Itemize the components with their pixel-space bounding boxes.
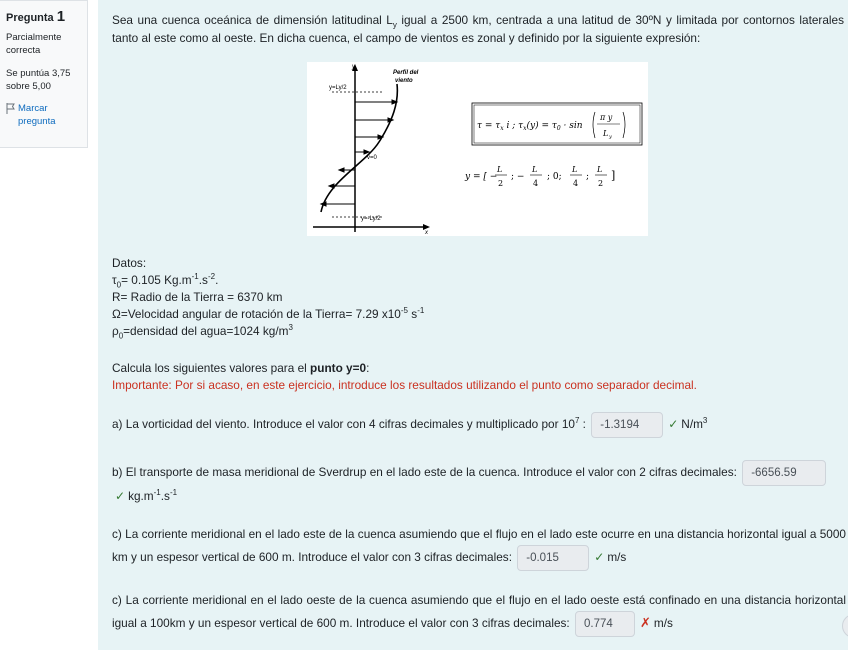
question-d: c) La corriente meridional en el lado oeste de la cuenca asumiendo que el flujo en el lado oeste está confinado en una distancia horizontal igual a 100km y un espesor vertical de 600 m. Introduce el valor con 3 cifras decimales: 0.774 ✗ m/s [112, 590, 846, 637]
question-info [0, 0, 88, 148]
correct-icon: ✓ [115, 489, 126, 503]
question-state: Parcialmente correcta [6, 32, 62, 56]
mid-label: v=0 [367, 155, 377, 161]
svg-text:L: L [597, 165, 603, 174]
svg-text:L: L [497, 165, 503, 174]
correct-icon: ✓ [594, 550, 605, 565]
data-radius: R= Radio de la Tierra = 6370 km [112, 290, 283, 304]
wind-profile-diagram [307, 62, 648, 236]
wind-profile-figure [307, 62, 648, 236]
axis-y-label: y [352, 64, 355, 70]
svg-text:y = [ −: y = [ − [465, 172, 498, 182]
question-grade: Se puntúa 3,75 sobre 5,00 [6, 68, 71, 92]
svg-text:4: 4 [573, 179, 579, 188]
top-label: y=Ly/2 [329, 85, 347, 91]
svg-text:2: 2 [498, 179, 504, 188]
data-section [112, 255, 424, 340]
question-intro: Sea una cuenca oceánica de dimensión latitudinal $L_y$ igual a 2500 km, centrada a una latitud de 30ºN y limitada por contornos laterales tanto al este como al oeste. En dicha cuenca, el campo de vientos es zonal y definido por la siguiente expresión: [112, 13, 844, 45]
flag-question-link[interactable]: Marcar pregunta [6, 102, 81, 128]
data-omega: Ω=Velocidad angular de rotación de la Tierra= 7.29 $x10^{-5}$ $s^{-1}$ [112, 306, 425, 321]
correct-icon: ✓ [668, 417, 679, 432]
answer-a-input[interactable]: -1.3194 [591, 412, 663, 438]
data-rho: $\rho_0=densidad$ del agua=1024 $kg/m^3$ [112, 323, 293, 341]
incorrect-icon: ✗ [639, 615, 651, 631]
data-title: Datos: [112, 256, 147, 270]
profile-label-1: Perfil del [393, 70, 419, 76]
svg-text:L: L [572, 165, 578, 174]
calculate-instructions: Calcula los siguientes valores para el punto y=0: Importante: Por si acaso, en este ejercicio, introduce los resultados utilizando el punto como separador decimal. [112, 361, 697, 392]
svg-text:;: ; [586, 172, 590, 182]
svg-text:; −: ; − [511, 172, 525, 182]
question-b: b) El transporte de masa meridional de Sverdrup en el lado este de la cuenca. Introduce el valor con 2 cifras decimales: -6656.59 ✓ $kg.m^{-1}.s^{-1}$ [112, 460, 846, 506]
question-number: Pregunta 1 [6, 8, 66, 25]
answer-b-input[interactable]: -6656.59 [742, 460, 826, 486]
svg-text:L: L [603, 129, 609, 138]
svg-text:4: 4 [533, 179, 539, 188]
data-tau: $\tau_0= 0.105$ $Kg.m^{-1}.s^{-2}$. [112, 272, 219, 290]
flag-icon [6, 103, 15, 114]
svg-text:; 0;: ; 0; [547, 172, 562, 182]
axis-x-label: x [425, 230, 428, 236]
bottom-label: y=-Ly/2 [361, 216, 381, 222]
svg-text:L: L [532, 165, 538, 174]
svg-text:y: y [609, 134, 612, 140]
profile-label-2: viento [395, 78, 413, 84]
svg-text:]: ] [611, 169, 616, 182]
important-note: Importante: Por si acaso, en este ejercicio, introduce los resultados utilizando el punto como separador decimal. [112, 378, 697, 392]
question-c: c) La corriente meridional en el lado este de la cuenca asumiendo que el flujo en el lado este ocurre en una distancia horizontal igual a 5000 km y un espesor vertical de 600 m. Introduce el valor con 3 cifras decimales: -0.015 ✓ m/s [112, 524, 846, 571]
question-a: a) La vorticidad del viento. Introduce el valor con 4 cifras decimales y multiplicado por $10^7$ : -1.3194 ✓ $N/m^3$ [112, 412, 846, 438]
svg-text:τ = τx i ; τx(y) = τ0 · sin: $\tau = \tau_x$ i ; $\tau_x(y) = \tau_0 \cdot \sin$ [477, 121, 583, 132]
svg-text:2: 2 [598, 179, 604, 188]
svg-text:π y: π y [600, 113, 613, 122]
question-content [98, 0, 848, 650]
answer-c-input[interactable]: -0.015 [517, 545, 589, 571]
answer-d-input[interactable]: 0.774 [575, 611, 635, 637]
